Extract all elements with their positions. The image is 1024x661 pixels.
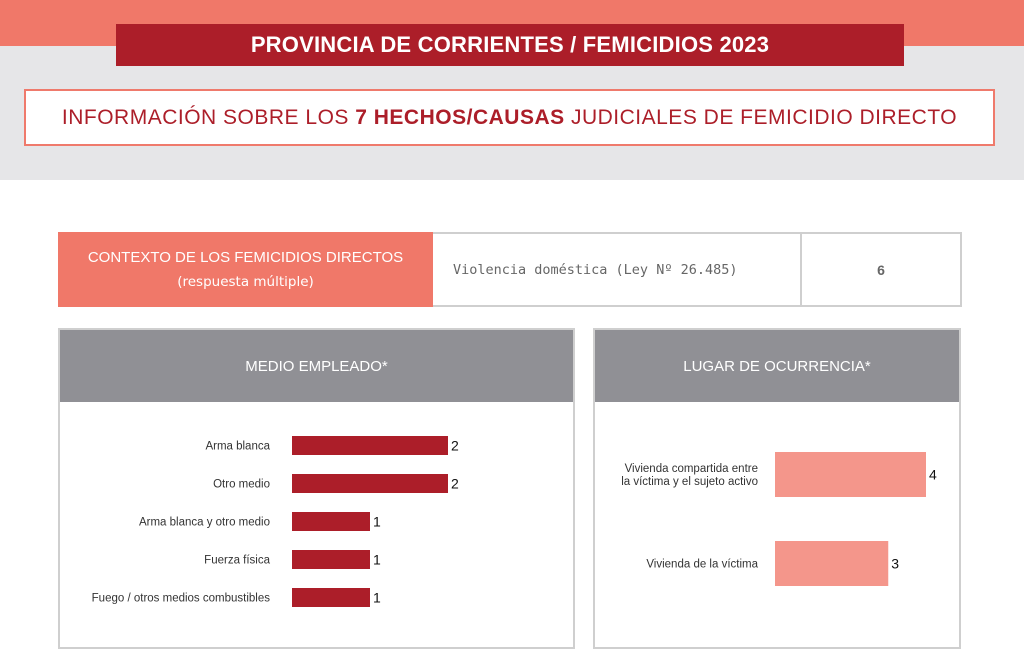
- medio-value-label-4: 1: [373, 589, 381, 606]
- medio-value-label-2: 1: [373, 513, 381, 530]
- info-text-pre: INFORMACIÓN SOBRE LOS: [61, 105, 356, 129]
- context-label: CONTEXTO DE LOS FEMICIDIOS DIRECTOS: [87, 248, 404, 266]
- medio-category-label-1: Otro medio: [213, 478, 270, 491]
- lugar-value-label-0: 4: [929, 466, 937, 483]
- medio-bar-3: [292, 550, 370, 569]
- context-sublabel: (respuesta múltiple): [177, 273, 314, 290]
- context-item: Violencia doméstica (Ley Nº 26.485): [433, 232, 802, 307]
- medio-empleado-panel: [58, 328, 575, 649]
- lugar-bar-0: [775, 452, 926, 497]
- context-row: [58, 232, 962, 307]
- medio-category-label-3: Fuerza física: [204, 554, 270, 567]
- context-label-cell: [58, 232, 433, 307]
- medio-bar-0: [292, 436, 448, 455]
- medio-value-label-0: 2: [451, 437, 459, 454]
- info-text-bold: 7 HECHOS/CAUSAS: [355, 105, 565, 129]
- medio-category-label-0: Arma blanca: [205, 440, 270, 453]
- lugar-ocurrencia-title: LUGAR DE OCURRENCIA*: [595, 330, 959, 402]
- page-title: PROVINCIA DE CORRIENTES / FEMICIDIOS 2023: [116, 24, 904, 66]
- medio-category-label-2: Arma blanca y otro medio: [138, 516, 270, 529]
- lugar-category-label-0: Vivienda compartida entre la víctima y el sujeto activo: [621, 463, 758, 488]
- lugar-bar-1: [775, 541, 888, 586]
- context-value: 6: [802, 232, 962, 307]
- info-text-post: JUDICIALES DE FEMICIDIO DIRECTO: [564, 105, 958, 129]
- lugar-value-label-1: 3: [891, 555, 900, 572]
- medio-empleado-title: MEDIO EMPLEADO*: [60, 330, 573, 402]
- medio-value-label-1: 2: [451, 475, 459, 492]
- info-banner: [24, 89, 995, 146]
- lugar-category-label-1: Vivienda de la víctima: [646, 558, 758, 571]
- medio-category-label-4: Fuego / otros medios combustibles: [91, 592, 270, 605]
- medio-value-label-3: 1: [373, 551, 381, 568]
- medio-bar-1: [292, 474, 448, 493]
- medio-bar-2: [292, 512, 370, 531]
- medio-empleado-chart: [60, 402, 573, 647]
- lugar-ocurrencia-chart: [595, 402, 959, 647]
- lugar-ocurrencia-panel: [593, 328, 961, 649]
- medio-bar-4: [292, 588, 370, 607]
